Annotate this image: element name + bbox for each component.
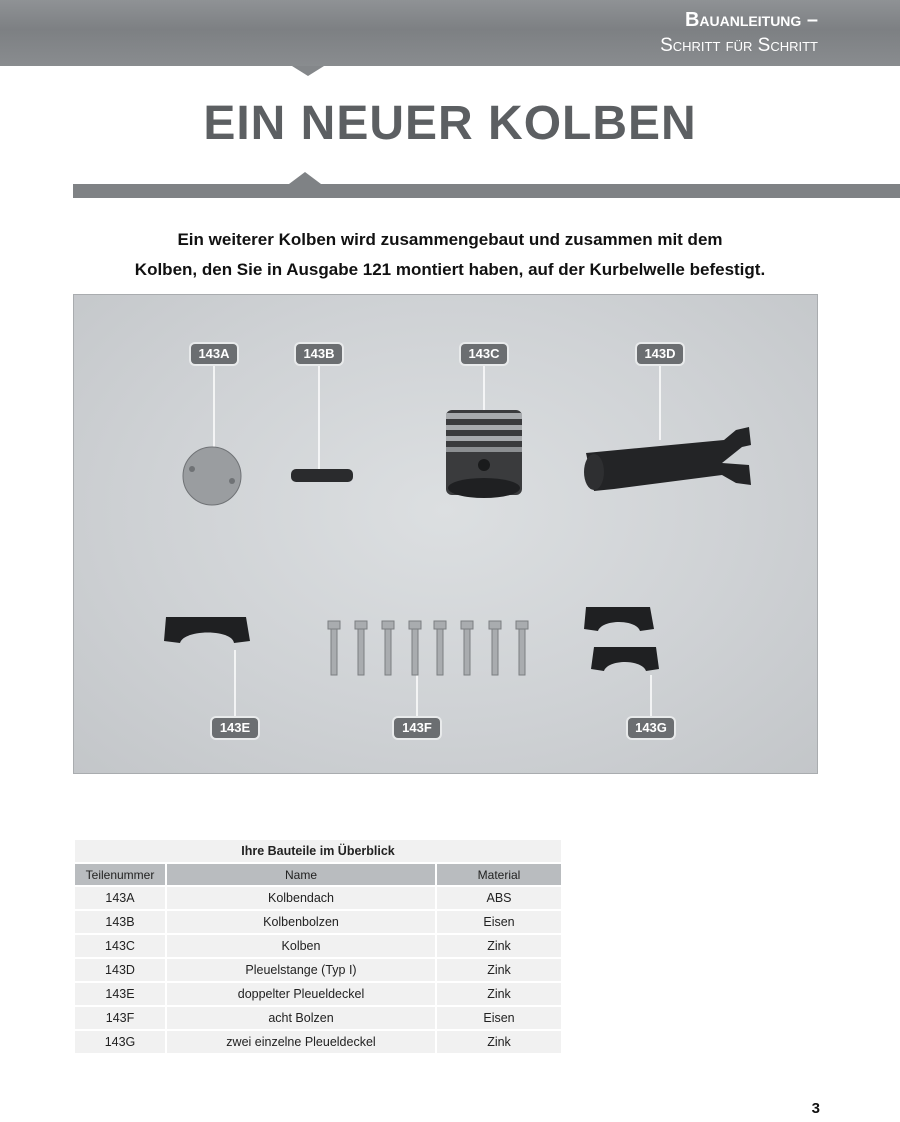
part-number-cell: 143F xyxy=(74,1006,166,1030)
parts-photo xyxy=(73,294,818,774)
part-tag-143C: 143C xyxy=(461,344,507,364)
double-rod-cap-part xyxy=(164,617,250,643)
piston-crown-part xyxy=(183,447,241,505)
table-row xyxy=(74,934,562,958)
part-number-cell: 143C xyxy=(74,934,166,958)
part-name-cell: Kolben xyxy=(166,934,436,958)
part-material-cell: Eisen xyxy=(436,910,562,934)
section-title xyxy=(660,8,818,58)
part-material-cell: Zink xyxy=(436,982,562,1006)
section-title-line2: Schritt für Schritt xyxy=(660,35,818,56)
part-tag-143B: 143B xyxy=(296,344,342,364)
section-banner xyxy=(0,0,900,66)
part-material-cell: Zink xyxy=(436,934,562,958)
part-name-cell: doppelter Pleueldeckel xyxy=(166,982,436,1006)
part-tag-143F: 143F xyxy=(394,718,440,738)
part-number-cell: 143E xyxy=(74,982,166,1006)
parts-illustration xyxy=(74,295,819,775)
part-name-cell: zwei einzelne Pleueldeckel xyxy=(166,1030,436,1054)
column-header: Name xyxy=(166,863,436,886)
table-row xyxy=(74,910,562,934)
title-divider xyxy=(73,184,900,198)
part-number-cell: 143G xyxy=(74,1030,166,1054)
part-number-cell: 143D xyxy=(74,958,166,982)
intro-line-1: Ein weiterer Kolben wird zusammengebaut und zusammen mit dem xyxy=(177,230,723,249)
part-number-cell: 143A xyxy=(74,886,166,910)
piston-pin-part xyxy=(291,469,353,482)
part-name-cell: acht Bolzen xyxy=(166,1006,436,1030)
column-header: Teilenummer xyxy=(74,863,166,886)
piston-part xyxy=(446,410,522,498)
part-tag-143G: 143G xyxy=(628,718,674,738)
part-name-cell: Pleuelstange (Typ I) xyxy=(166,958,436,982)
part-tag-143A: 143A xyxy=(191,344,237,364)
part-material-cell: Eisen xyxy=(436,1006,562,1030)
column-header: Material xyxy=(436,863,562,886)
page-number: 3 xyxy=(811,1100,820,1117)
part-tag-143D: 143D xyxy=(637,344,683,364)
parts-table xyxy=(73,838,563,1055)
part-name-cell: Kolbendach xyxy=(166,886,436,910)
table-row xyxy=(74,982,562,1006)
table-row xyxy=(74,886,562,910)
part-material-cell: Zink xyxy=(436,1030,562,1054)
part-tag-143E: 143E xyxy=(212,718,258,738)
part-material-cell: ABS xyxy=(436,886,562,910)
table-title: Ihre Bauteile im Überblick xyxy=(74,839,562,863)
part-name-cell: Kolbenbolzen xyxy=(166,910,436,934)
section-title-line1: Bauanleitung – xyxy=(684,9,818,31)
table-row xyxy=(74,1006,562,1030)
page-title: EIN NEUER KOLBEN xyxy=(203,97,697,150)
intro-line-2: Kolben, den Sie in Ausgabe 121 montiert haben, auf der Kurbelwelle befestigt. xyxy=(134,260,766,279)
connecting-rod-part xyxy=(584,427,751,491)
bolts-part xyxy=(328,621,528,675)
single-rod-caps-part xyxy=(584,607,659,671)
table-row xyxy=(74,958,562,982)
part-number-cell: 143B xyxy=(74,910,166,934)
table-header-row xyxy=(74,863,562,886)
table-row xyxy=(74,1030,562,1054)
intro-text xyxy=(60,225,840,285)
part-material-cell: Zink xyxy=(436,958,562,982)
